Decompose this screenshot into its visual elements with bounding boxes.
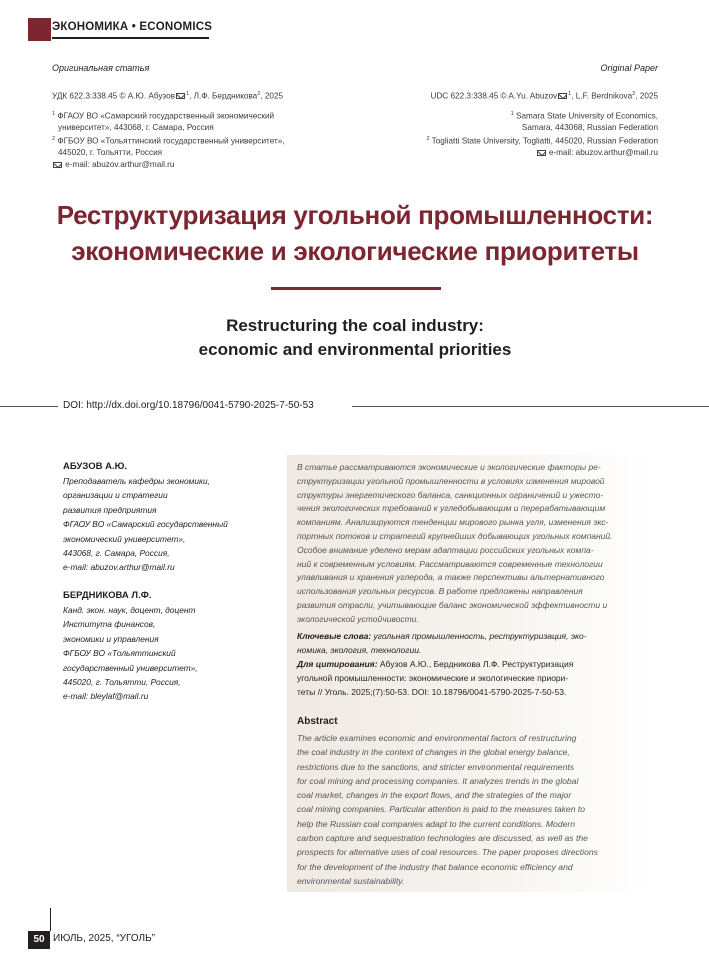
author-1-line: организации и стратегии (63, 490, 168, 501)
author-1-info (63, 474, 278, 575)
title-divider (271, 287, 441, 290)
keywords (297, 630, 647, 658)
section-color-block (28, 18, 51, 41)
keywords-label: Ключевые слова: (297, 631, 372, 641)
affiliation-ru-2b: 445020, г. Тольятти, Россия (58, 148, 163, 158)
abstract-en-line: help the Russian coal companies adapt to the current conditions. Modern (297, 818, 576, 829)
udc-en-author2: , L.F. Berdnikova (571, 91, 633, 101)
keywords-text: угольная промышленность, реструктуризация, эко- (371, 631, 587, 641)
footer-journal: ИЮЛЬ, 2025, “УГОЛЬ” (53, 933, 155, 944)
abstract-ru-line: портных потоков и стратегий крупнейших добывающих угольных компаний. (297, 530, 613, 541)
doi-rule-right (352, 406, 709, 407)
abstract-en-line: coal market, changes in the export flows, and the strategies of the major (297, 790, 572, 801)
email-ru (52, 159, 342, 171)
article-type-en: Original Paper (600, 63, 658, 73)
author-1-email[interactable]: e-mail: abuzov.arthur@mail.ru (63, 562, 175, 573)
affiliation-en-1: $^1$ Samara State University of Economics, (510, 110, 658, 121)
udc-en-text: UDC 622.3:338.45 © A.Yu. Abuzov (430, 91, 558, 101)
author-2-line: ФГБОУ ВО «Тольяттинский (63, 648, 176, 659)
author-2-info (63, 603, 278, 704)
author-2-name: БЕРДНИКОВА Л.Ф. (63, 590, 152, 601)
author-2-line: Института финансов, (63, 619, 156, 630)
affiliation-ru-1-line1: ФГАОУ ВО «Самарский государственный экономический (57, 111, 275, 121)
author-2 (63, 590, 278, 704)
citation-text-3: теты // Уголь. 2025;(7):50-53. DOI: 10.18796/0041-5790-2025-7-50-53. (297, 686, 567, 697)
abstract-en (297, 731, 647, 888)
affiliation-en-2-line1: Togliatti State University, Togliatti, 445020, Russian Federation (431, 136, 658, 146)
udc-en-year: , 2025 (635, 91, 658, 101)
doi-rule-left (0, 406, 58, 407)
title-en (100, 314, 610, 362)
affiliation-en-2: $^2$ Togliatti State University, Togliatti, 445020, Russian Federation (426, 135, 658, 146)
author-2-email[interactable]: e-mail: bleylaf@mail.ru (63, 691, 149, 702)
udc-ru: УДК 622.3:338.45 © А.Ю. Абузов $^1$, Л.Ф. Бердникова$^2$, 2025 (52, 91, 284, 101)
envelope-icon (537, 150, 546, 156)
title-ru (40, 197, 670, 269)
footer-rule (50, 908, 51, 931)
author-1-name: АБУЗОВ А.Ю. (63, 461, 128, 472)
email-ru-text: e-mail: abuzov.arthur@mail.ru (65, 160, 175, 170)
envelope-icon (176, 93, 185, 99)
envelope-icon (558, 93, 567, 99)
citation (297, 658, 647, 699)
abstract-en-line: prospects for alternative uses of coal resources. The paper proposes directions (297, 847, 598, 858)
udc-en: UDC 622.3:338.45 © A.Yu. Abuzov $^1$, L.F. Berdnikova$^2$, 2025 (430, 91, 658, 101)
author-1 (63, 461, 278, 575)
affiliation-ru-2-line1: ФГБОУ ВО «Тольяттинский государственный университет», (57, 136, 285, 146)
abstract-en-line: restrictions due to the sanctions, and stricter environmental requirements (297, 761, 575, 772)
abstract-en-line: environmental sustainability. (297, 875, 405, 886)
author-2-line: 445020, г. Тольятти, Россия, (63, 677, 181, 688)
abstract-ru-line: развития отрасли, учитывающие баланс экономической эффективности и (297, 599, 608, 610)
meta-ru (52, 89, 342, 171)
section-title: ЭКОНОМИКА • ECONOMICS (52, 21, 213, 33)
affiliation-ru-2: $^2$ ФГБОУ ВО «Тольяттинский государственный университет», (52, 135, 285, 146)
author-1-line: развития предприятия (63, 504, 157, 515)
abstract-en-line: for coal mining and processing companies. It analyzes trends in the global (297, 775, 579, 786)
abstract-ru-line: структуры энергетического баланса, санкционных ограничений и ужесто- (297, 489, 604, 500)
affiliation-ru-1b: университет», 443068, г. Самара, Россия (58, 123, 214, 133)
affiliation-en-1b: Samara, 443068, Russian Federation (521, 123, 658, 133)
page-number: 50 (28, 931, 50, 949)
doi-link[interactable]: DOI: http://dx.doi.org/10.18796/0041-5790-2025-7-50-53 (63, 400, 314, 411)
abstract-ru-line: улавливания и хранения углерода, а также перспективы альтернативного (297, 572, 605, 583)
abstract-heading: Abstract (297, 716, 338, 727)
section-underline (52, 37, 209, 39)
udc-ru-year: , 2025 (260, 91, 284, 101)
abstract-ru-line: структуризации угольной промышленности в условиях изменения мировой (297, 475, 605, 486)
meta-en (358, 89, 658, 159)
author-2-line: экономики и управления (63, 633, 159, 644)
abstract-en-line: the coal industry in the context of changes in the global energy balance, (297, 747, 570, 758)
citation-text-2: угольной промышленности: экономические и экологические приори- (297, 672, 569, 683)
affiliation-ru-1: $^1$ ФГАОУ ВО «Самарский государственный экономический (52, 110, 275, 121)
email-en-text: e-mail: abuzov.arthur@mail.ru (548, 148, 658, 158)
abstract-ru-line: использования угольных ресурсов. В работе предложены направления (297, 586, 583, 597)
author-1-line: Преподаватель кафедры экономики, (63, 476, 210, 486)
citation-text: Абузов А.Ю., Бердникова Л.Ф. Реструктуризация (377, 659, 574, 669)
keywords-text-2: номика, экология, технологии. (297, 644, 422, 655)
abstract-ru-line: Особое внимание уделено мерам адаптации российских угольных компа- (297, 544, 594, 555)
abstract-ru (297, 461, 647, 627)
author-1-line: ФГАОУ ВО «Самарский государственный (63, 519, 228, 530)
title-ru-line2: экономические и экологические приоритеты (71, 236, 639, 266)
author-2-line: Канд. экон. наук, доцент, доцент (63, 605, 196, 615)
author-1-line: 443068, г. Самара, Россия, (63, 548, 170, 559)
udc-ru-author2: , Л.Ф. Бердникова (189, 91, 258, 101)
abstract-en-line: The article examines economic and environmental factors of restructuring (297, 733, 577, 743)
udc-ru-text: УДК 622.3:338.45 © А.Ю. Абузов (52, 91, 175, 101)
abstract-ru-line: компаниям. Анализируются тенденции мирового рынка угля, изменения экс- (297, 517, 609, 528)
abstract-ru-line: В статье рассматриваются экономические и экологические факторы ре- (297, 462, 601, 472)
article-type-ru: Оригинальная статья (52, 63, 150, 73)
citation-label: Для цитирования: (297, 659, 378, 669)
title-ru-line1: Реструктуризация угольной промышленности: (56, 200, 654, 230)
author-1-line: экономический университет», (63, 533, 186, 544)
email-en (358, 147, 658, 159)
affiliation-en-1-line1: Samara State University of Economics, (516, 111, 658, 121)
abstract-en-line: coal mining companies. Particular attention is paid to the measures taken to (297, 804, 586, 815)
abstract-ru-line: ний к современным условиям. Рассматриваются современные технологии (297, 558, 603, 569)
abstract-ru-line: чения экологических требований к угледобывающим и перерабатывающим (297, 503, 606, 514)
author-2-line: государственный университет», (63, 662, 198, 673)
title-en-line1: Restructuring the coal industry: (226, 316, 484, 335)
title-en-line2: economic and environmental priorities (198, 340, 512, 359)
envelope-icon (53, 162, 62, 168)
abstract-en-line: for the development of the industry that balance economic efficiency and (297, 861, 573, 872)
abstract-ru-line: экологической устойчивости. (297, 613, 419, 624)
abstract-en-line: carbon capture and sequestration technologies are discussed, as well as the (297, 833, 588, 844)
